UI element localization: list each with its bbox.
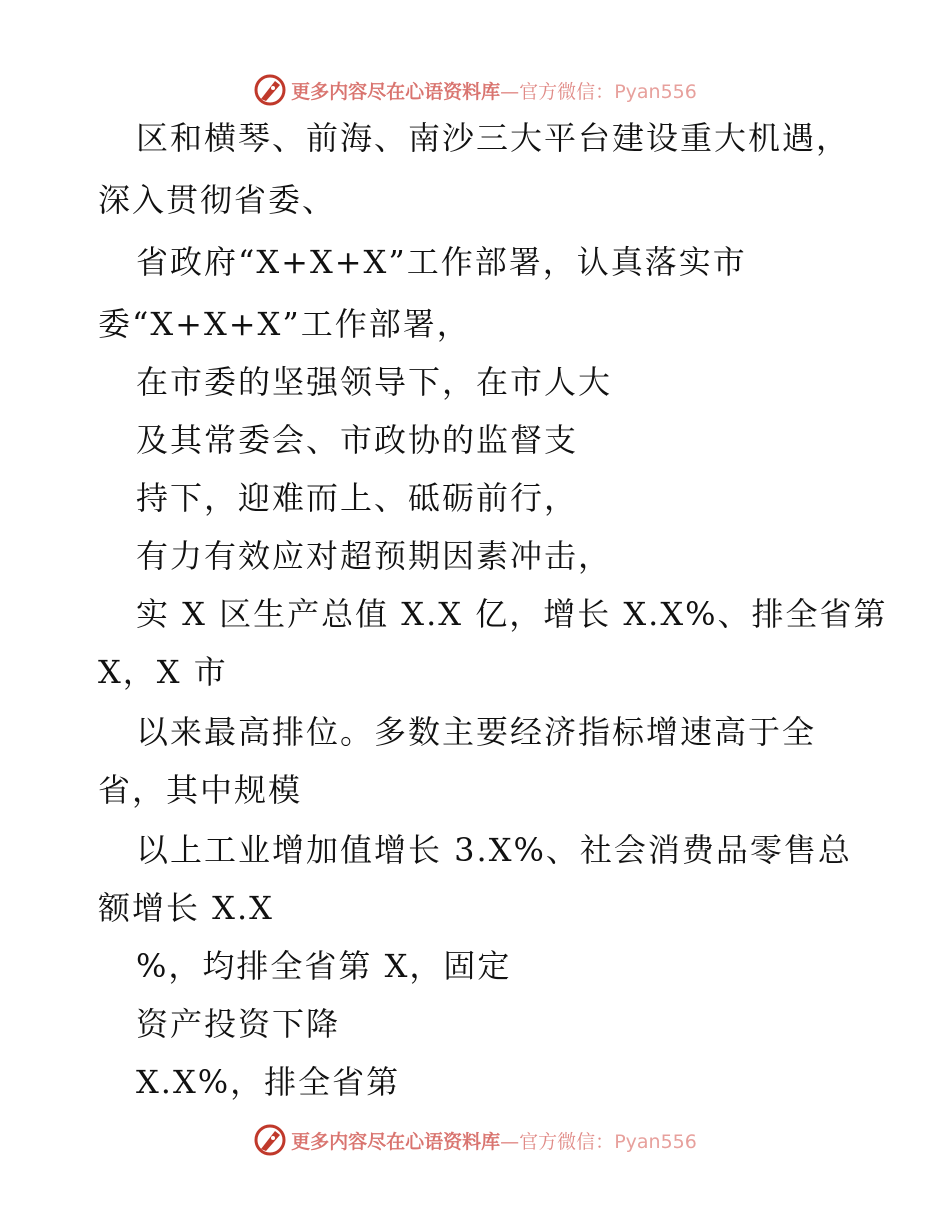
body-line: 深入贯彻省委、	[98, 181, 337, 219]
body-line: 省，其中规模	[98, 771, 303, 809]
body-line: 在市委的坚强领导下，在市人大	[136, 363, 613, 401]
header-separator: —	[500, 80, 520, 103]
body-line: X，X 市	[98, 653, 228, 691]
body-line: 委“X+X+X”工作部署，	[98, 305, 471, 343]
body-line: 实 X 区生产总值 X.X 亿，增长 X.X%、排全省第	[136, 595, 888, 633]
body-line: 以来最高排位。多数主要经济指标增速高于全	[136, 713, 817, 751]
footer-banner-text	[291, 1127, 697, 1154]
footer-contact-text: 官方微信：	[519, 1130, 615, 1153]
header-contact-id: Pyan556	[614, 80, 697, 103]
body-line: X.X%，排全省第	[136, 1063, 401, 1101]
body-line: 持下，迎难而上、砥砺前行，	[136, 479, 579, 517]
footer-contact-id: Pyan556	[614, 1130, 697, 1153]
body-line: 区和横琴、前海、南沙三大平台建设重大机遇，	[136, 119, 851, 157]
body-line: %，均排全省第 X，固定	[136, 947, 512, 985]
body-line: 资产投资下降	[136, 1005, 341, 1043]
footer-brand-text: 更多内容尽在心语资料库	[291, 1130, 501, 1153]
footer-banner	[0, 1120, 950, 1160]
body-line: 额增长 X.X	[98, 889, 274, 927]
pen-nib-circle-logo-icon	[253, 1123, 287, 1157]
footer-separator: —	[500, 1130, 520, 1153]
header-contact-text: 官方微信：	[519, 80, 615, 103]
pen-nib-circle-logo-icon	[253, 73, 287, 107]
body-line: 省政府“X+X+X”工作部署，认真落实市	[136, 243, 747, 281]
header-banner-text	[291, 77, 697, 104]
header-brand-text: 更多内容尽在心语资料库	[291, 80, 501, 103]
body-line: 有力有效应对超预期因素冲击，	[136, 537, 613, 575]
body-line: 以上工业增加值增长 3.X%、社会消费品零售总	[136, 831, 852, 869]
body-line: 及其常委会、市政协的监督支	[136, 421, 579, 459]
header-banner	[0, 70, 950, 110]
